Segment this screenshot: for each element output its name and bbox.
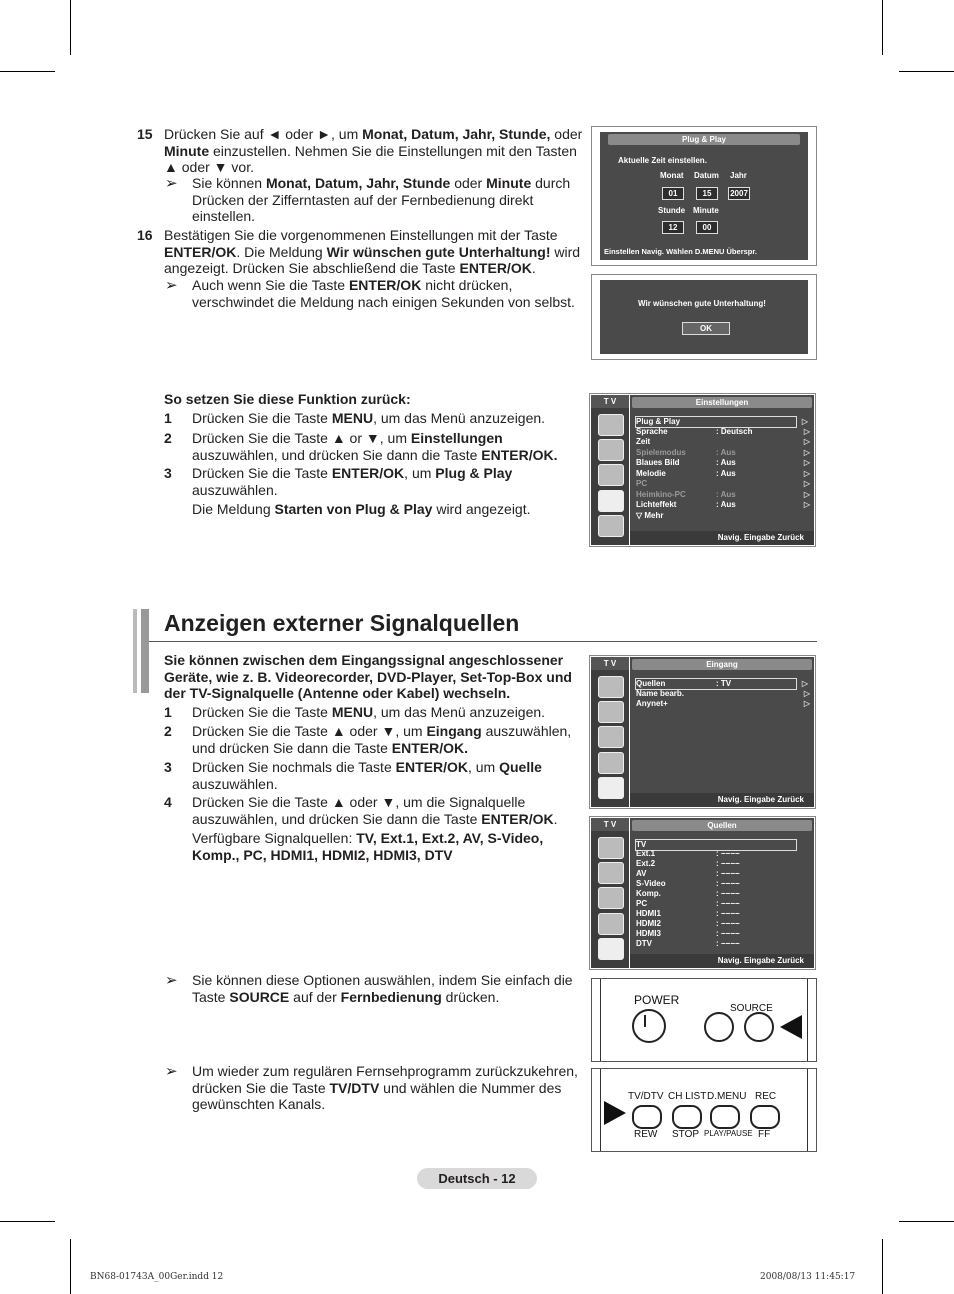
quellen-menu [589, 816, 816, 970]
chevron-right-icon: ▷ [803, 699, 810, 708]
dmenu-button[interactable] [710, 1105, 740, 1129]
section-title: Anzeigen externer Signalquellen [164, 610, 520, 636]
menu-item-label: Quellen [636, 679, 666, 688]
print-footer-right: 2008/08/13 11:45:17 [760, 1272, 856, 1282]
tv-label: T V [591, 818, 629, 831]
step-text: Drücken Sie die Taste ENTER/OK, um Plug & Play auszuwählen. [192, 465, 513, 498]
menu-item-label: Ext.1 [636, 849, 656, 858]
screen-footer: Einstellen Navig. Wählen D.MENU Überspr. [604, 247, 757, 256]
menu-item[interactable] [636, 849, 798, 859]
menu-item-label: Melodie [636, 468, 666, 478]
menu-item-value: : Deutsch [716, 426, 753, 436]
chevron-right-icon: ▷ [803, 447, 810, 457]
chevron-right-icon: ▷ [801, 417, 808, 426]
section-bar [141, 609, 149, 693]
menu-item-label: Heimkino-PC [636, 489, 686, 499]
menu-item-value: : −−−− [716, 939, 740, 948]
chlist-label: CH LIST [668, 1091, 707, 1102]
menu-item-label: Spielemodus [636, 447, 686, 457]
menu-item-value: : −−−− [716, 869, 740, 878]
step-number: 16 [137, 227, 153, 243]
note-arrow-icon: ➢ [165, 972, 178, 989]
menu-item-value: : −−−− [716, 919, 740, 928]
note-text: Auch wenn Sie die Taste ENTER/OK nicht drücken, verschwindet die Meldung nach einigen Sekunden von selbst. [192, 277, 575, 310]
remote-tvdtv [591, 1068, 817, 1152]
menu-item[interactable] [636, 468, 810, 479]
step-number: 1 [164, 410, 172, 426]
menu-item-label: HDMI2 [636, 919, 661, 928]
label-minute: Minute [693, 206, 719, 215]
menu-item[interactable] [636, 479, 810, 489]
menu-item-label: Plug & Play [636, 417, 681, 426]
menu-item[interactable] [636, 458, 810, 468]
menu-title: Eingang [632, 659, 812, 670]
tvdtv-button[interactable] [632, 1105, 662, 1129]
menu-item[interactable] [636, 919, 798, 929]
menu-footer: Navig. Eingabe Zurück [630, 793, 814, 807]
page-number-badge: Deutsch - 12 [417, 1168, 537, 1189]
menu-item-label: HDMI1 [636, 909, 661, 918]
crop-mark [899, 71, 954, 72]
sources-text: Verfügbare Signalquellen: TV, Ext.1, Ext.2, AV, S-Video, Komp., PC, HDMI1, HDMI2, HDMI3, DTV [192, 830, 544, 863]
step-text: Bestätigen Sie die vorgenommenen Einstellungen mit der Taste ENTER/OK. Die Meldung Wir wünschen gute Unterhaltung! wird angezeigt. Drücken Sie abschließend die Taste ENTER/OK. [164, 227, 581, 276]
picture-icon[interactable] [598, 837, 624, 859]
screen-subtitle: Aktuelle Zeit einstellen. [618, 156, 707, 165]
step-text: Drücken Sie die Taste ▲ oder ▼, um die Signalquelle auszuwählen, und drücken Sie dann die Taste ENTER/OK. [192, 794, 558, 827]
source-label: SOURCE [730, 1003, 773, 1014]
step-text: Drücken Sie die Taste ▲ or ▼, um Einstellungen auszuwählen, und drücken Sie dann die Taste ENTER/OK. [192, 430, 558, 463]
label-monat: Monat [660, 171, 684, 180]
step-text: Drücken Sie die Taste ▲ oder ▼, um Eingang auszuwählen, und drücken Sie dann die Taste ENTER/OK. [192, 723, 572, 756]
input-icon[interactable] [598, 515, 624, 537]
label-datum: Datum [694, 171, 719, 180]
dmenu-label: D.MENU [707, 1091, 747, 1102]
menu-item-value: : TV [716, 679, 732, 688]
ff-label: FF [758, 1129, 771, 1140]
chevron-right-icon: ▷ [803, 500, 810, 509]
stunde-field[interactable]: 12 [662, 221, 684, 234]
message-text: Wir wünschen gute Unterhaltung! [638, 299, 766, 308]
chevron-right-icon: ▷ [803, 437, 810, 446]
menu-item-value: : −−−− [716, 929, 740, 938]
rec-label: REC [755, 1091, 777, 1102]
menu-item-value: : −−−− [716, 879, 740, 888]
channel-icon[interactable] [598, 464, 624, 486]
picture-icon[interactable] [598, 414, 624, 436]
menu-item-value: : Aus [716, 468, 736, 478]
menu-item[interactable] [636, 426, 810, 437]
menu-item[interactable] [636, 511, 798, 521]
light-button[interactable] [704, 1012, 734, 1042]
menu-footer: Navig. Eingabe Zurück [630, 531, 814, 545]
step-text: Drücken Sie auf ◄ oder ►, um Monat, Datum, Jahr, Stunde, oder Minute einzustellen. Nehmen Sie die Einstellungen mit den Tasten ▲ oder ▼ vor. [164, 126, 583, 175]
menu-item-value: : −−−− [716, 899, 740, 908]
crop-mark [70, 0, 71, 55]
menu-item-label: Name bearb. [636, 688, 685, 698]
menu-item[interactable] [636, 688, 810, 699]
ok-button[interactable]: OK [682, 322, 730, 335]
menu-item[interactable] [636, 909, 798, 919]
tv-label: T V [591, 657, 629, 670]
menu-item-label: PC [636, 479, 648, 488]
channel-icon[interactable] [598, 887, 624, 909]
section-intro: Sie können zwischen dem Eingangssignal angeschlossener Geräte, wie z. B. Videorecorder, DVD-Player, Set-Top-Box und der TV-Signalquelle (Antenne oder Kabel) wechseln. [164, 652, 572, 701]
reset-heading: So setzen Sie diese Funktion zurück: [164, 391, 411, 407]
step-number: 4 [164, 794, 172, 810]
minute-field[interactable]: 00 [696, 221, 718, 234]
menu-item[interactable] [636, 489, 810, 500]
menu-item-label: Anynet+ [636, 699, 668, 708]
menu-item[interactable] [636, 899, 798, 909]
crop-mark [0, 71, 55, 72]
step-text: Drücken Sie die Taste MENU, um das Menü anzuzeigen. [192, 704, 546, 720]
input-icon[interactable] [598, 938, 624, 960]
power-label: POWER [634, 993, 680, 1007]
menu-item-label: Sprache [636, 426, 668, 436]
step-text: Die Meldung Starten von Plug & Play wird angezeigt. [192, 501, 531, 517]
menu-item-label: S-Video [636, 879, 666, 888]
step-text: Drücken Sie die Taste MENU, um das Menü anzuzeigen. [192, 410, 546, 426]
menu-item-label: Lichteffekt [636, 500, 677, 509]
menu-item-label: Blaues Bild [636, 458, 680, 467]
note-arrow-icon: ➢ [165, 175, 178, 192]
label-stunde: Stunde [658, 206, 686, 215]
stop-label: STOP [672, 1129, 700, 1140]
menu-item-label: DTV [636, 939, 652, 948]
picture-icon[interactable] [598, 676, 624, 698]
menu-item-value: : Aus [716, 447, 736, 457]
sound-icon[interactable] [598, 862, 624, 884]
menu-item-label: Ext.2 [636, 859, 656, 868]
note-arrow-icon: ➢ [165, 277, 178, 294]
screen-title: Plug & Play [608, 134, 800, 145]
step-number: 15 [137, 126, 153, 142]
menu-item[interactable] [636, 447, 810, 458]
chevron-right-icon: ▷ [803, 688, 810, 698]
menu-item-value: : −−−− [716, 859, 740, 868]
menu-item-value: : −−−− [716, 849, 740, 858]
playpause-label: PLAY/PAUSE [704, 1129, 753, 1138]
note-arrow-icon: ➢ [165, 1063, 178, 1080]
sound-icon[interactable] [598, 701, 624, 723]
note-text: Sie können diese Optionen auswählen, indem Sie einfach die Taste SOURCE auf der Fernbedienung drücken. [192, 972, 573, 1005]
section-rule [149, 641, 817, 642]
tvdtv-label: TV/DTV [628, 1091, 664, 1102]
menu-item-label: Komp. [636, 889, 661, 898]
menu-item-label: PC [636, 899, 648, 908]
pointer-arrow-icon [604, 1101, 626, 1125]
crop-mark [882, 1239, 883, 1294]
menu-item[interactable] [636, 859, 798, 869]
menu-item-label: TV [636, 840, 647, 849]
menu-title: Quellen [632, 820, 812, 831]
crop-mark [899, 1221, 954, 1222]
menu-item-value: : −−−− [716, 909, 740, 918]
plug-and-play-screen [591, 126, 817, 266]
chevron-right-icon: ▷ [801, 679, 808, 688]
rew-label: REW [634, 1129, 658, 1140]
menu-item[interactable] [636, 437, 810, 447]
power-icon [644, 1015, 652, 1027]
crop-mark [882, 0, 883, 55]
menu-item[interactable] [636, 939, 798, 949]
crop-mark [0, 1221, 55, 1222]
chevron-right-icon: ▷ [803, 426, 810, 436]
menu-item-label: Zeit [636, 437, 651, 446]
menu-footer: Navig. Eingabe Zurück [630, 954, 814, 968]
rec-button[interactable] [750, 1105, 780, 1129]
menu-item[interactable] [636, 879, 798, 889]
chlist-button[interactable] [672, 1105, 702, 1129]
setup-icon[interactable] [598, 490, 624, 512]
remote-power-source [591, 978, 817, 1062]
menu-item-label: ▽ Mehr [636, 510, 664, 520]
datum-field[interactable]: 15 [696, 187, 718, 200]
source-button[interactable] [744, 1012, 774, 1042]
menu-item[interactable] [636, 929, 798, 939]
sound-icon[interactable] [598, 439, 624, 461]
step-number: 2 [164, 723, 172, 739]
menu-title: Einstellungen [632, 397, 812, 408]
pointer-arrow-icon [780, 1015, 802, 1039]
menu-item-value: : Aus [716, 458, 736, 467]
channel-icon[interactable] [598, 726, 624, 748]
menu-item[interactable] [636, 889, 798, 899]
menu-item-value: : Aus [716, 500, 736, 509]
menu-item[interactable] [636, 699, 810, 709]
chevron-right-icon: ▷ [803, 458, 810, 467]
step-number: 2 [164, 430, 172, 446]
menu-item-label: HDMI3 [636, 929, 661, 938]
menu-item-label: AV [636, 869, 647, 878]
step-text: Drücken Sie nochmals die Taste ENTER/OK, um Quelle auszuwählen. [192, 759, 542, 792]
note-text: Um wieder zum regulären Fernsehprogramm zurückzukehren, drücken Sie die Taste TV/DTV und wählen die Nummer des gewünschten Kanals. [192, 1063, 578, 1112]
step-number: 3 [164, 759, 172, 775]
menu-item[interactable] [636, 869, 798, 879]
chevron-right-icon: ▷ [803, 479, 810, 488]
print-footer-left: BN68-01743A_00Ger.indd 12 [90, 1272, 224, 1282]
chevron-right-icon: ▷ [803, 468, 810, 478]
section-bar [133, 609, 137, 693]
setup-icon[interactable] [598, 752, 624, 774]
note-text: Sie können Monat, Datum, Jahr, Stunde oder Minute durch Drücken der Zifferntasten auf der Fernbedienung direkt einstellen. [192, 175, 571, 224]
einstellungen-menu [589, 393, 816, 547]
menu-item-value: : Aus [716, 489, 736, 499]
jahr-field[interactable]: 2007 [728, 187, 750, 200]
menu-item[interactable] [636, 500, 810, 510]
setup-icon[interactable] [598, 913, 624, 935]
menu-item-value: : −−−− [716, 889, 740, 898]
monat-field[interactable]: 01 [662, 187, 684, 200]
eingang-menu [589, 655, 816, 809]
crop-mark [70, 1239, 71, 1294]
step-number: 3 [164, 465, 172, 481]
label-jahr: Jahr [730, 171, 747, 180]
step-number: 1 [164, 704, 172, 720]
chevron-right-icon: ▷ [803, 489, 810, 499]
tv-label: T V [591, 395, 629, 408]
input-icon[interactable] [598, 777, 624, 799]
message-screen [591, 274, 817, 360]
